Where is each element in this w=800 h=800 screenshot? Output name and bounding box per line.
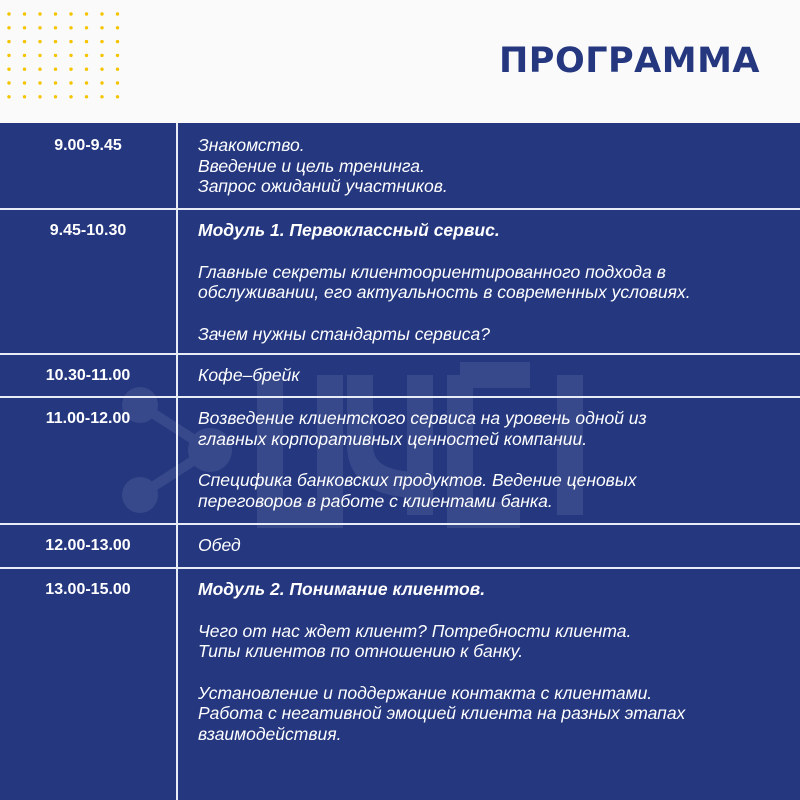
decoration-dot: [100, 54, 103, 57]
decoration-dot: [116, 68, 119, 71]
session-description: [198, 408, 783, 511]
description-line: Типы клиентов по отношению к банку.: [198, 641, 524, 661]
decoration-dot: [38, 40, 41, 43]
module-heading: Модуль 1. Первоклассный сервис.: [198, 220, 500, 240]
decoration-dot: [7, 81, 10, 84]
description-line: переговоров в работе с клиентами банка.: [198, 490, 553, 511]
decoration-dot: [100, 12, 103, 15]
decoration-dot: [100, 95, 103, 98]
decoration-dot: [23, 54, 26, 57]
decoration-dot: [116, 54, 119, 57]
description-line: Установление и поддержание контакта с клиентами.: [198, 682, 653, 703]
description-line: главных корпоративных ценностей компании.: [198, 428, 588, 449]
decoration-dot: [54, 54, 57, 57]
session-description: [198, 365, 783, 386]
row-separator: [0, 208, 800, 210]
decoration-dot: [23, 95, 26, 98]
decoration-dot: [116, 12, 119, 15]
decoration-dot: [69, 54, 72, 57]
decoration-dot: [85, 26, 88, 29]
decoration-dot: [85, 54, 88, 57]
decoration-dot: [7, 12, 10, 15]
decoration-dot: [38, 81, 41, 84]
description-line: Введение и цель тренинга.: [198, 155, 425, 176]
decoration-dot: [23, 12, 26, 15]
decoration-dot: [85, 12, 88, 15]
decoration-dot: [85, 81, 88, 84]
decoration-dot: [7, 54, 10, 57]
time-slot: 12.00-13.00: [45, 537, 131, 554]
description-line: взаимодействия.: [198, 723, 342, 744]
decoration-dot: [23, 81, 26, 84]
schedule-table: [0, 123, 800, 800]
decoration-dot: [85, 95, 88, 98]
decoration-dot: [54, 12, 57, 15]
decoration-dot: [54, 81, 57, 84]
paragraph-gap: [198, 662, 783, 683]
decoration-dot: [38, 68, 41, 71]
paragraph-gap: [198, 600, 783, 621]
decoration-dot: [116, 95, 119, 98]
paragraph-gap: [198, 449, 783, 470]
decoration-dot: [69, 26, 72, 29]
row-separator: [0, 523, 800, 525]
description-line: Знакомство.: [198, 135, 305, 155]
header: [0, 0, 800, 123]
description-line: Возведение клиентского сервиса на уровень одной из: [198, 408, 647, 428]
description-line: Главные секреты клиентоориентированного подхода в: [198, 261, 666, 282]
time-slot: 9.00-9.45: [54, 137, 122, 154]
decoration-dot: [7, 95, 10, 98]
decoration-dot: [69, 12, 72, 15]
decoration-dot: [54, 26, 57, 29]
page-title: ПРОГРАММА: [499, 41, 760, 81]
decoration-dot: [69, 40, 72, 43]
decoration-dot: [85, 40, 88, 43]
paragraph-gap: [198, 241, 783, 262]
decoration-dot: [116, 40, 119, 43]
decoration-dot: [69, 95, 72, 98]
description-line: Обед: [198, 535, 241, 555]
description-line: Запрос ожиданий участников.: [198, 176, 448, 196]
session-description: [198, 135, 783, 197]
decoration-dot: [54, 40, 57, 43]
row-separator: [0, 567, 800, 569]
decoration-dot: [38, 54, 41, 57]
decoration-dot: [38, 12, 41, 15]
decoration-dot: [69, 68, 72, 71]
decoration-dot: [38, 95, 41, 98]
decoration-dot: [100, 81, 103, 84]
description-line: Работа с негативной эмоцией клиента на разных этапах: [198, 703, 686, 723]
decoration-dot: [23, 68, 26, 71]
decoration-dot: [7, 40, 10, 43]
decoration-dot: [100, 40, 103, 43]
module-heading: Модуль 2. Понимание клиентов.: [198, 579, 486, 599]
description-line: Кофе–брейк: [198, 365, 300, 385]
decoration-dot: [54, 68, 57, 71]
decoration-dot: [7, 68, 10, 71]
decoration-dot: [23, 26, 26, 29]
row-separator: [0, 396, 800, 398]
description-line: обслуживании, его актуальность в современных условиях.: [198, 282, 691, 302]
session-description: [198, 579, 783, 744]
decoration-dot: [54, 95, 57, 98]
time-slot: 13.00-15.00: [45, 581, 131, 598]
session-description: [198, 220, 783, 344]
description-line: Зачем нужны стандарты сервиса?: [198, 323, 490, 344]
decoration-dot: [38, 26, 41, 29]
paragraph-gap: [198, 303, 783, 324]
decoration-dot: [116, 81, 119, 84]
time-slot: 11.00-12.00: [45, 410, 131, 427]
time-slot: 9.45-10.30: [49, 222, 127, 239]
decoration-dot: [23, 40, 26, 43]
decoration-dot: [100, 26, 103, 29]
decoration-dot: [69, 81, 72, 84]
session-description: [198, 535, 783, 556]
decoration-dot: [7, 26, 10, 29]
description-line: Специфика банковских продуктов. Ведение ценовых: [198, 470, 637, 490]
decoration-dot: [116, 26, 119, 29]
column-divider: [176, 123, 178, 800]
dot-grid-decoration: [0, 0, 140, 115]
time-slot: 10.30-11.00: [45, 367, 131, 384]
decoration-dot: [85, 68, 88, 71]
decoration-dot: [100, 68, 103, 71]
row-separator: [0, 353, 800, 355]
description-line: Чего от нас ждет клиент? Потребности клиента.: [198, 620, 632, 641]
